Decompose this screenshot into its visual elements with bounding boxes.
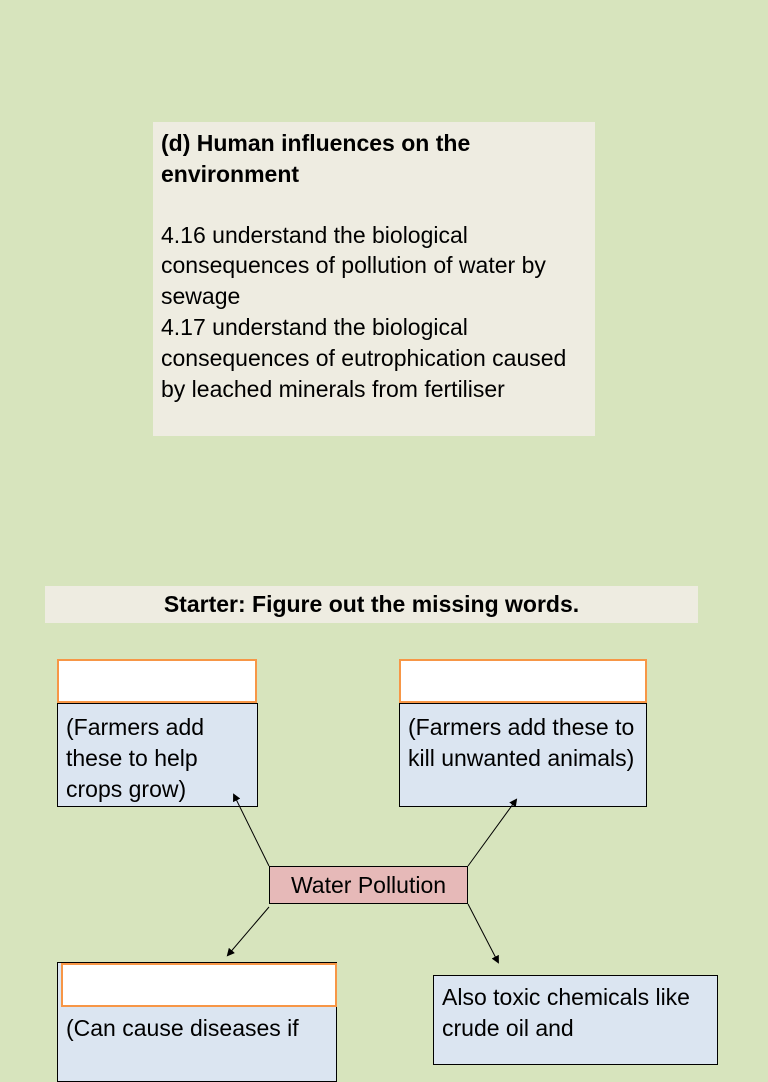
center-node-label: Water Pollution (290, 871, 447, 898)
clue-text-top-right: (Farmers add these to kill unwanted animals) (408, 714, 635, 771)
spec-heading: (d) Human influences on the environment (161, 130, 471, 187)
answer-blank-bottom-left-overlay[interactable] (61, 963, 337, 1007)
arrow-to-top-left (234, 795, 269, 866)
spec-item-4-16: 4.16 understand the biological consequences of pollution of water by sewage (161, 221, 546, 310)
starter-text: Starter: Figure out the missing words. (163, 591, 580, 617)
arrow-to-bottom-left (228, 907, 269, 955)
arrow-to-bottom-right (468, 904, 498, 962)
arrow-to-top-right (468, 800, 516, 866)
clue-text-top-left: (Farmers add these to help crops grow) (66, 714, 205, 802)
clue-text-bottom-left: (Can cause diseases if (66, 1015, 299, 1041)
clue-text-bottom-right: Also toxic chemicals like crude oil and (442, 984, 690, 1041)
spec-item-4-17: 4.17 understand the biological consequences of eutrophication caused by leached minerals from fertiliser (161, 313, 567, 402)
